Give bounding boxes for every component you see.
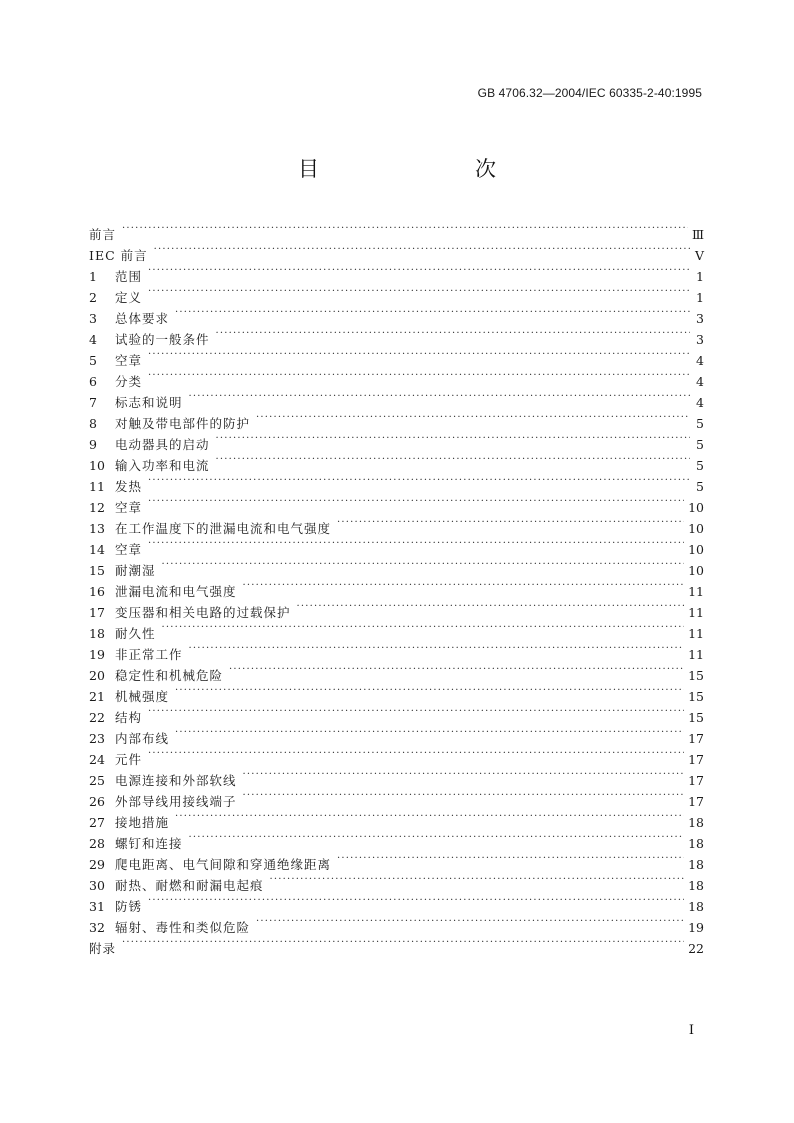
toc-entry-page: 17 xyxy=(688,752,704,767)
toc-entry[interactable] xyxy=(89,554,704,578)
toc-entry-title: 接地措施 xyxy=(115,815,170,830)
toc-entry-page: 5 xyxy=(696,416,704,431)
toc-dot-leader xyxy=(243,764,685,785)
toc-entry-title: 变压器和相关电路的过载保护 xyxy=(115,605,291,620)
toc-entry-number: 18 xyxy=(89,626,105,641)
toc-entry-page: 17 xyxy=(688,731,704,746)
toc-entry[interactable] xyxy=(89,260,704,284)
toc-entry-page: 5 xyxy=(696,458,704,473)
toc-entry-title: 空章 xyxy=(115,353,143,368)
toc-entry-number: 9 xyxy=(89,437,97,452)
toc-entry-number: 32 xyxy=(89,920,105,935)
toc-dot-leader xyxy=(162,617,685,638)
toc-entry-number: 23 xyxy=(89,731,105,746)
toc-dot-leader xyxy=(216,323,690,344)
toc-dot-leader xyxy=(229,659,684,680)
toc-entry-number: 16 xyxy=(89,584,105,599)
toc-entry[interactable] xyxy=(89,281,704,305)
toc-entry-title: 在工作温度下的泄漏电流和电气强度 xyxy=(115,521,332,536)
toc-entry-page: 10 xyxy=(688,563,704,578)
toc-entry-number: 6 xyxy=(89,374,97,389)
toc-dot-leader xyxy=(189,827,685,848)
toc-dot-leader xyxy=(175,302,690,323)
toc-entry-title: 耐久性 xyxy=(115,626,156,641)
toc-entry-number: 27 xyxy=(89,815,105,830)
toc-dot-leader xyxy=(175,722,684,743)
toc-entry-title: 范围 xyxy=(115,269,143,284)
toc-dot-leader xyxy=(337,512,684,533)
toc-dot-leader xyxy=(148,701,684,722)
toc-entry-page: 15 xyxy=(688,689,704,704)
toc-entry-title: 电源连接和外部软线 xyxy=(115,773,237,788)
toc-dot-leader xyxy=(148,365,690,386)
toc-entry-number: 11 xyxy=(89,479,105,494)
toc-entry[interactable] xyxy=(89,533,704,557)
toc-dot-leader xyxy=(148,344,690,365)
toc-dot-leader xyxy=(148,260,690,281)
toc-dot-leader xyxy=(148,491,684,512)
toc-entry[interactable] xyxy=(89,890,704,914)
toc-entry-page: 10 xyxy=(688,542,704,557)
toc-entry-number: 31 xyxy=(89,899,105,914)
toc-entry-number: 4 xyxy=(89,332,97,347)
toc-entry-page: 18 xyxy=(688,815,704,830)
toc-entry-title: 辐射、毒性和类似危险 xyxy=(115,920,251,935)
toc-entry-title: 泄漏电流和电气强度 xyxy=(115,584,237,599)
toc-entry-number: 19 xyxy=(89,647,105,662)
toc-entry-number: 20 xyxy=(89,668,105,683)
toc-dot-leader xyxy=(162,554,685,575)
toc-entry[interactable] xyxy=(89,575,704,599)
toc-dot-leader xyxy=(243,785,685,806)
toc-dot-leader xyxy=(256,911,684,932)
toc-dot-leader xyxy=(122,218,688,239)
toc-entry-title: IEC 前言 xyxy=(89,248,148,263)
toc-entry[interactable] xyxy=(89,722,704,746)
toc-dot-leader xyxy=(175,680,684,701)
toc-entry-title: 机械强度 xyxy=(115,689,170,704)
toc-entry-page: 11 xyxy=(688,605,704,620)
toc-entry-title: 附录 xyxy=(89,941,117,956)
toc-entry-title: 内部布线 xyxy=(115,731,170,746)
toc-entry-title: 分类 xyxy=(115,374,143,389)
toc-entry-page: 5 xyxy=(696,479,704,494)
toc-entry[interactable] xyxy=(89,911,704,935)
toc-entry-title: 爬电距离、电气间隙和穿通绝缘距离 xyxy=(115,857,332,872)
toc-dot-leader xyxy=(148,890,684,911)
toc-entry-number: 10 xyxy=(89,458,105,473)
toc-entry-title: 螺钉和连接 xyxy=(115,836,183,851)
toc-entry[interactable] xyxy=(89,701,704,725)
toc-entry-number: 29 xyxy=(89,857,105,872)
toc-entry-number: 21 xyxy=(89,689,105,704)
toc-entry[interactable] xyxy=(89,365,704,389)
toc-entry-page: 19 xyxy=(688,920,704,935)
toc-entry[interactable] xyxy=(89,491,704,515)
toc-entry-page: 1 xyxy=(696,269,704,284)
toc-entry[interactable] xyxy=(89,617,704,641)
toc-entry-number: 25 xyxy=(89,773,105,788)
toc-entry-title: 稳定性和机械危险 xyxy=(115,668,224,683)
toc-entry-title: 定义 xyxy=(115,290,143,305)
toc-entry-number: 12 xyxy=(89,500,105,515)
toc-entry[interactable] xyxy=(89,323,704,347)
toc-entry-number: 7 xyxy=(89,395,97,410)
toc-entry[interactable] xyxy=(89,932,704,956)
toc-dot-leader xyxy=(189,386,690,407)
toc-dot-leader xyxy=(122,932,684,953)
toc-entry[interactable] xyxy=(89,470,704,494)
toc-entry-number: 13 xyxy=(89,521,105,536)
toc-dot-leader xyxy=(216,449,690,470)
toc-entry[interactable] xyxy=(89,239,704,263)
toc-entry-title: 对触及带电部件的防护 xyxy=(115,416,251,431)
toc-entry-number: 17 xyxy=(89,605,105,620)
toc-entry-title: 元件 xyxy=(115,752,143,767)
toc-entry[interactable] xyxy=(89,638,704,662)
toc-entry-page: 1 xyxy=(696,290,704,305)
toc-dot-leader xyxy=(175,806,684,827)
toc-entry-page: 5 xyxy=(696,437,704,452)
table-of-contents xyxy=(89,218,704,956)
toc-entry-number: 26 xyxy=(89,794,105,809)
toc-entry-page: 22 xyxy=(688,941,704,956)
toc-entry-title: 总体要求 xyxy=(115,311,170,326)
toc-entry-page: 10 xyxy=(688,521,704,536)
toc-entry-page: Ⅴ xyxy=(694,248,704,263)
toc-entry-title: 外部导线用接线端子 xyxy=(115,794,237,809)
toc-dot-leader xyxy=(297,596,685,617)
toc-entry-page: 4 xyxy=(696,395,704,410)
toc-entry-number: 24 xyxy=(89,752,105,767)
page-number: I xyxy=(688,1023,694,1038)
toc-entry-page: 15 xyxy=(688,668,704,683)
toc-entry-page: 18 xyxy=(688,878,704,893)
toc-entry[interactable] xyxy=(89,386,704,410)
toc-entry-number: 15 xyxy=(89,563,105,578)
toc-entry-page: 10 xyxy=(688,500,704,515)
toc-entry-page: 18 xyxy=(688,836,704,851)
toc-dot-leader xyxy=(148,743,684,764)
toc-entry-page: 11 xyxy=(688,647,704,662)
toc-dot-leader xyxy=(148,533,684,554)
toc-entry[interactable] xyxy=(89,512,704,536)
toc-entry-title: 空章 xyxy=(115,542,143,557)
toc-entry[interactable] xyxy=(89,302,704,326)
toc-dot-leader xyxy=(189,638,685,659)
toc-dot-leader xyxy=(337,848,684,869)
toc-entry-page: 11 xyxy=(688,626,704,641)
toc-entry-title: 前言 xyxy=(89,227,117,242)
toc-entry-page: 18 xyxy=(688,857,704,872)
toc-entry-page: 17 xyxy=(688,794,704,809)
toc-dot-leader xyxy=(154,239,690,260)
toc-entry[interactable] xyxy=(89,218,704,242)
toc-dot-leader xyxy=(148,281,690,302)
toc-entry[interactable] xyxy=(89,680,704,704)
toc-entry-number: 14 xyxy=(89,542,105,557)
toc-entry-number: 28 xyxy=(89,836,105,851)
toc-entry-number: 30 xyxy=(89,878,105,893)
toc-entry-title: 耐潮湿 xyxy=(115,563,156,578)
page-title: 目 次 xyxy=(298,157,534,181)
toc-entry[interactable] xyxy=(89,743,704,767)
toc-entry-page: 17 xyxy=(688,773,704,788)
toc-entry-number: 3 xyxy=(89,311,97,326)
toc-entry-page: 18 xyxy=(688,899,704,914)
toc-entry[interactable] xyxy=(89,344,704,368)
toc-entry-page: 11 xyxy=(688,584,704,599)
toc-dot-leader xyxy=(270,869,685,890)
toc-entry-title: 非正常工作 xyxy=(115,647,183,662)
toc-entry-number: 2 xyxy=(89,290,97,305)
toc-entry-title: 输入功率和电流 xyxy=(115,458,210,473)
toc-entry-number: 8 xyxy=(89,416,97,431)
toc-entry-title: 结构 xyxy=(115,710,143,725)
toc-entry-title: 试验的一般条件 xyxy=(115,332,210,347)
toc-entry-number: 5 xyxy=(89,353,97,368)
toc-entry-page: 15 xyxy=(688,710,704,725)
toc-entry-number: 22 xyxy=(89,710,105,725)
toc-entry-title: 空章 xyxy=(115,500,143,515)
toc-entry-title: 耐热、耐燃和耐漏电起痕 xyxy=(115,878,264,893)
toc-entry[interactable] xyxy=(89,764,704,788)
toc-entry-page: 3 xyxy=(696,311,704,326)
toc-dot-leader xyxy=(243,575,685,596)
toc-entry-title: 防锈 xyxy=(115,899,143,914)
toc-entry-page: 3 xyxy=(696,332,704,347)
toc-dot-leader xyxy=(216,428,690,449)
toc-dot-leader xyxy=(148,470,690,491)
toc-entry-title: 电动器具的启动 xyxy=(115,437,210,452)
toc-entry-page: 4 xyxy=(696,374,704,389)
standard-code-header: GB 4706.32—2004/IEC 60335-2-40:1995 xyxy=(477,86,702,100)
toc-entry-title: 标志和说明 xyxy=(115,395,183,410)
toc-entry-page: 4 xyxy=(696,353,704,368)
toc-dot-leader xyxy=(256,407,690,428)
toc-entry-title: 发热 xyxy=(115,479,143,494)
toc-entry-number: 1 xyxy=(89,269,97,284)
toc-entry[interactable] xyxy=(89,806,704,830)
toc-entry[interactable] xyxy=(89,827,704,851)
toc-entry-page: Ⅲ xyxy=(691,227,704,242)
